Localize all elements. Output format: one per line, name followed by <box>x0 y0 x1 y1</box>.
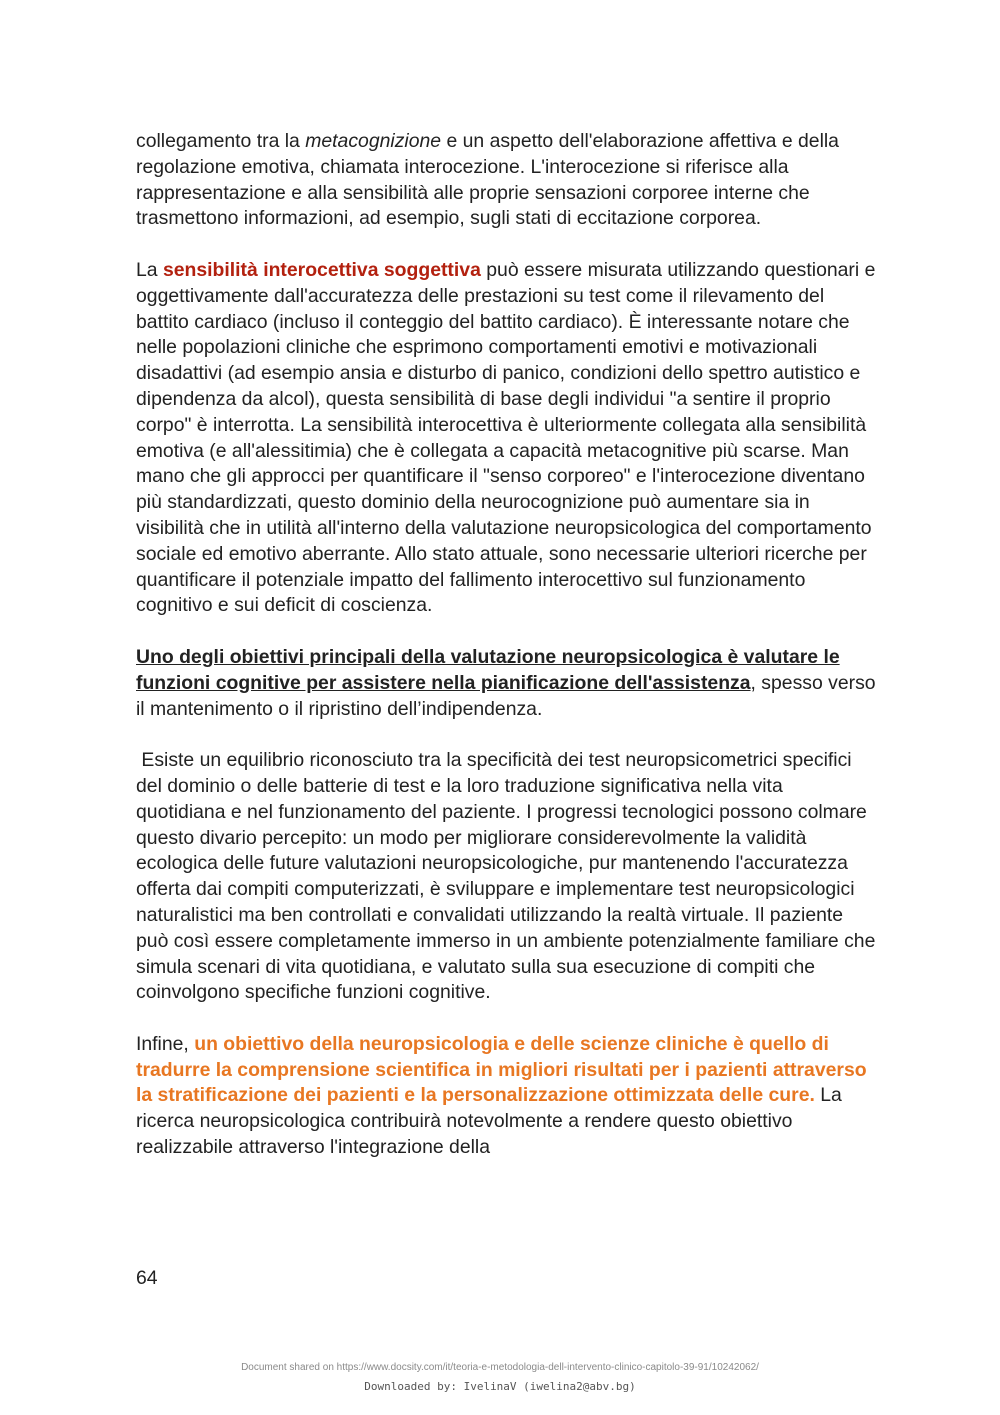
paragraph-text: Esiste un equilibrio riconosciuto tra la specificità dei test neuropsicometrici specifici del dominio o delle batterie di test e la loro traduzione significativa nella vita quotidiana e nel funzionamento del paziente. I progressi tecnologici possono colmare questo divario percepito: un modo per migliorare considerevolmente la validità ecologica delle future valutazioni neuropsicologiche, pur mantenendo l'accuratezza offerta dai compiti computerizzati, è sviluppare e implementare test neuropsicologici naturalistici ma ben controllati e convalidati utilizzando la realtà virtuale. Il paziente può così essere completamente immerso in un ambiente potenzialmente familiare che simula scenari di vita quotidiana, e valutato sulla sua esecuzione di compiti che coinvolgono specifiche funzioni cognitive. <box>136 749 881 1004</box>
footer-shared-link[interactable]: Document shared on https://www.docsity.com/it/teoria-e-metodologia-dell-intervento-clinico-capitolo-39-91/10242062/ <box>241 1362 759 1373</box>
paragraph-text: collegamento tra la <box>136 130 306 152</box>
document-body <box>136 129 881 1187</box>
paragraph-final-objective <box>136 1032 876 1161</box>
paragraph-text: La <box>136 258 163 281</box>
page-number: 64 <box>136 1267 158 1289</box>
italic-term-metacognizione: metacognizione <box>305 130 442 152</box>
paragraph-ecological-validity <box>136 748 881 1006</box>
underlined-key-statement: Uno degli obiettivi principali della valutazione neuropsicologica è valutare le funzioni cognitive per assistere nella pianificazione dell'assistenza <box>136 645 840 694</box>
paragraph-text: Infine, <box>136 1032 195 1055</box>
paragraph-text: , spesso verso il mantenimento o il ripristino dell’indipendenza. <box>136 671 876 720</box>
paragraph-text: e un aspetto dell'elaborazione affettiva e della regolazione emotiva, chiamata interocezione. L'interocezione si riferisce alla rappresentazione e alla sensibilità alle proprie sensazioni corporee interne che trasmettono informazioni, ad esempio, sugli stati di eccitazione corporea. <box>136 130 839 230</box>
highlight-orange-statement: un obiettivo della neuropsicologia e delle scienze cliniche è quello di tradurre la comprensione scientifica in migliori risultati per i pazienti attraverso la stratificazione dei pazienti e la personalizzazione ottimizzata delle cure. <box>136 1032 867 1107</box>
paragraph-text: può essere misurata utilizzando questionari e oggettivamente dall'accuratezza delle prestazioni su test come il rilevamento del battito cardiaco (incluso il conteggio del battito cardiaco). È interessante notare che nelle popolazioni cliniche che esprimono comportamenti emotivi e motivazionali disadattivi (ad esempio ansia e disturbo di panico, condizioni dello spettro autistico e dipendenza da alcol), questa sensibilità di base degli individui "a sentire il proprio corpo" è interrotta. La sensibilità interocettiva è ulteriormente collegata alla sensibilità emotiva (e all'alessitimia) che è collegata a capacità metacognitive più scarse. Man mano che gli approcci per quantificare il "senso corporeo" e l'interocezione diventano più standardizzati, questo dominio della neurocognizione può aumentare sia in visibilità che in utilità all'interno della valutazione neuropsicologica del comportamento sociale ed emotivo aberrante. Allo stato attuale, sono necessarie ulteriori ricerche per quantificare il potenziale impatto del fallimento interocettivo sul funzionamento cognitivo e sui deficit di coscienza. <box>136 258 876 617</box>
paragraph-text: La ricerca neuropsicologica contribuirà notevolmente a rendere questo obiettivo realizzabile attraverso l'integrazione della <box>136 1084 842 1159</box>
paragraph-interoceptive-sensitivity <box>136 258 876 619</box>
footer-downloaded-by: Downloaded by: IvelinaV (iwelina2@abv.bg) <box>364 1380 636 1393</box>
paragraph-main-objective <box>136 645 876 722</box>
paragraph-interoception-intro <box>136 129 876 232</box>
highlight-red-term: sensibilità interocettiva soggettiva <box>162 258 481 281</box>
